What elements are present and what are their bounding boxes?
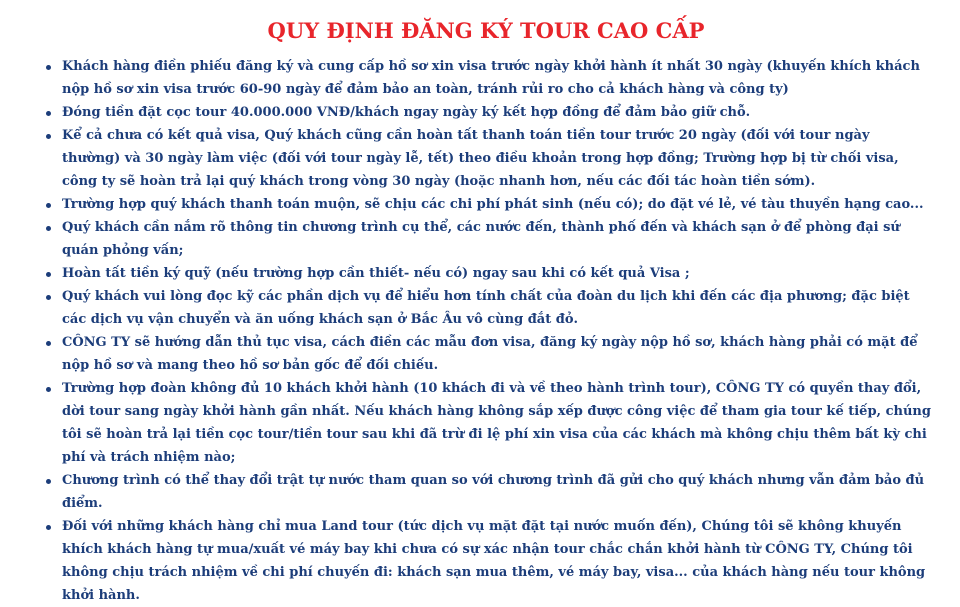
rule-item (40, 124, 932, 193)
rule-item (40, 469, 932, 515)
rule-text: Hoàn tất tiền ký quỹ (nếu trường hợp cần thiết- nếu có) ngay sau khi có kết quả Visa ; (62, 266, 690, 281)
rule-item (40, 285, 932, 331)
rule-text: Quý khách cần nắm rõ thông tin chương trình cụ thể, các nước đến, thành phố đến và khách sạn ở để phòng đại sứ quán phỏng vấn; (62, 220, 900, 258)
bullet-icon (46, 387, 51, 392)
bullet-icon (46, 295, 51, 300)
rule-item (40, 55, 932, 101)
bullet-icon (46, 479, 51, 484)
page-title: QUY ĐỊNH ĐĂNG KÝ TOUR CAO CẤP (267, 18, 705, 43)
bullet-icon (46, 341, 51, 346)
rule-text: CÔNG TY sẽ hướng dẫn thủ tục visa, cách điền các mẫu đơn visa, đăng ký ngày nộp hồ sơ, khách hàng phải có mặt để nộp hồ sơ và mang theo hồ sơ bản gốc để đối chiếu. (62, 335, 918, 373)
rule-text: Kể cả chưa có kết quả visa, Quý khách cũng cần hoàn tất thanh toán tiền tour trước 20 ngày (đối với tour ngày thường) và 30 ngày làm việc (đối với tour ngày lễ, tết) theo điều khoản trong hợp đồng; Trường hợp bị từ chối visa, công ty sẽ hoàn trả lại quý khách trong vòng 30 ngày (hoặc nhanh hơn, nếu các đối tác hoàn tiền sớm). (62, 128, 899, 189)
rule-text: Khách hàng điền phiếu đăng ký và cung cấp hồ sơ xin visa trước ngày khởi hành ít nhất 30 ngày (khuyến khích khách nộp hồ sơ xin visa trước 60-90 ngày để đảm bảo an toàn, tránh rủi ro cho cả khách hàng và công ty) (62, 59, 920, 97)
rule-item (40, 262, 932, 285)
bullet-icon (46, 525, 51, 530)
rule-text: Trường hợp quý khách thanh toán muộn, sẽ chịu các chi phí phát sinh (nếu có); do đặt vé lẻ, vé tàu thuyền hạng cao... (62, 197, 924, 212)
rule-text: Đóng tiền đặt cọc tour 40.000.000 VNĐ/khách ngay ngày ký kết hợp đồng để đảm bảo giữ chỗ. (62, 105, 751, 120)
bullet-icon (46, 203, 51, 208)
bullet-icon (46, 134, 51, 139)
bullet-icon (46, 111, 51, 116)
bullet-icon (46, 65, 51, 70)
rule-item (40, 193, 932, 216)
bullet-icon (46, 226, 51, 231)
rule-text: Chương trình có thể thay đổi trật tự nước tham quan so với chương trình đã gửi cho quý khách nhưng vẫn đảm bảo đủ điểm. (62, 473, 925, 511)
rule-text: Quý khách vui lòng đọc kỹ các phần dịch vụ để hiểu hơn tính chất của đoàn du lịch khi đến các địa phương; đặc biệt các dịch vụ vận chuyển và ăn uống khách sạn ở Bắc Âu vô cùng đắt đỏ. (62, 289, 910, 327)
rule-item (40, 377, 932, 469)
rule-text: Trường hợp đoàn không đủ 10 khách khởi hành (10 khách đi và về theo hành trình tour), CÔNG TY có quyền thay đổi, dời tour sang ngày khởi hành gần nhất. Nếu khách hàng không sắp xếp được công việc để tham gia tour kế tiếp, chúng tôi sẽ hoàn trả lại tiền cọc tour/tiền tour sau khi đã trừ đi lệ phí xin visa của các khách mà không chịu thêm bất kỳ chi phí và trách nhiệm nào; (62, 381, 931, 465)
bullet-icon (46, 272, 51, 277)
rule-item (40, 101, 932, 124)
rule-text: Đối với những khách hàng chỉ mua Land tour (tức dịch vụ mặt đặt tại nước muốn đến), Chúng tôi sẽ không khuyến khích khách hàng tự mua/xuất vé máy bay khi chưa có sự xác nhận tour chắc chắn khởi hành từ CÔNG TY, Chúng tôi không chịu trách nhiệm về chi phí chuyến đi: khách sạn mua thêm, vé máy bay, visa... của khách hàng nếu tour không khởi hành. (62, 519, 926, 603)
rule-item (40, 216, 932, 262)
rules-list (40, 55, 932, 607)
rule-item (40, 515, 932, 607)
rule-item (40, 331, 932, 377)
